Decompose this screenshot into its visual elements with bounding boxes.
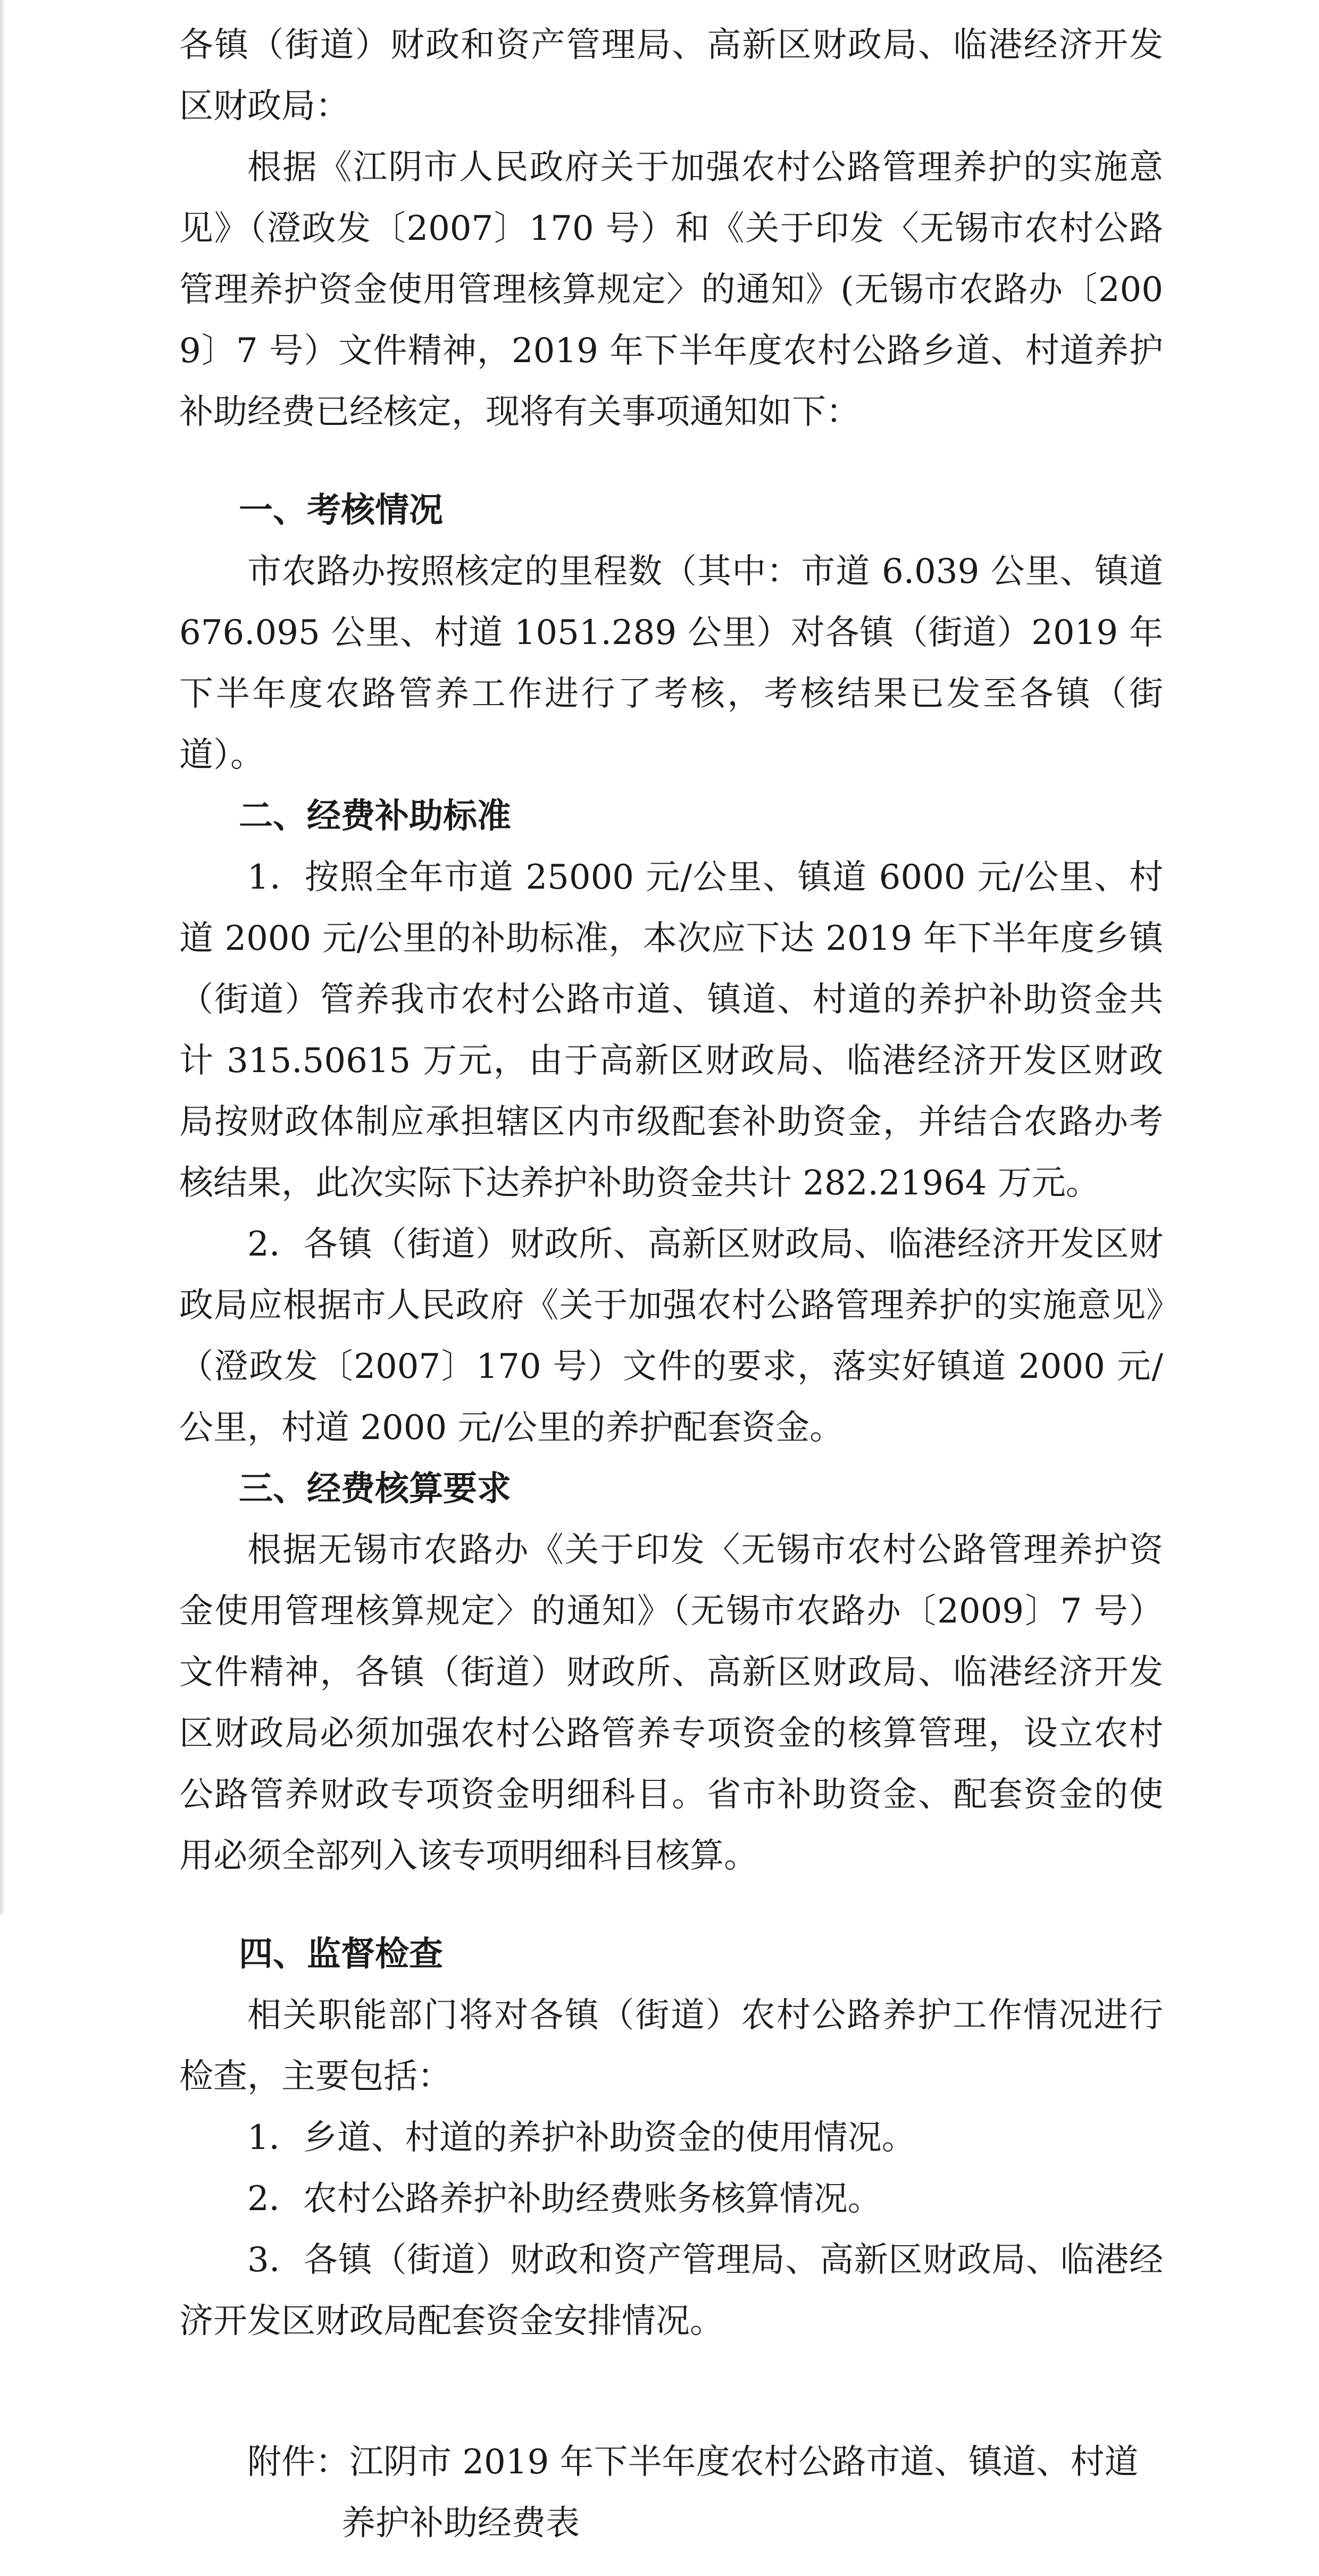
- addressee-line: 各镇（街道）财政和资产管理局、高新区财政局、临港经济开发区财政局：: [179, 26, 1163, 126]
- section-paragraph: 市农路办按照核定的里程数（其中：市道 6.039 公里、镇道 676.095 公里、村道 1051.289 公里）对各镇（街道）2019 年下半年度农路管养工作进行了考核，考核结果已发至各镇（街道）。: [179, 552, 1163, 775]
- section-paragraph: 相关职能部门将对各镇（街道）农村公路养护工作情况进行检查，主要包括：: [179, 1996, 1163, 2096]
- document-body: [179, 15, 1163, 2554]
- section-paragraph: 2．各镇（街道）财政所、高新区财政局、临港经济开发区财政局应根据市人民政府《关于加强农村公路管理养护的实施意见》（澄政发〔2007〕170 号）文件的要求，落实好镇道 2000 元/公里，村道 2000 元/公里的养护配套资金。: [179, 1225, 1163, 1448]
- intro-paragraph: 根据《江阴市人民政府关于加强农村公路管理养护的实施意见》（澄政发〔2007〕170 号）和《关于印发〈无锡市农村公路管理养护资金使用管理核算规定〉的通知》(无锡市农路办〔2009〕7 号）文件精神，2019 年下半年度农村公路乡道、村道养护补助经费已经核定，现将有关事项通知如下：: [179, 148, 1163, 432]
- scan-edge-shadow: [0, 0, 5, 1914]
- list-item: 3．各镇（街道）财政和资产管理局、高新区财政局、临港经济开发区财政局配套资金安排情况。: [179, 2240, 1163, 2341]
- section-heading-assessment: 一、考核情况: [239, 491, 443, 530]
- section-paragraph: 1．按照全年市道 25000 元/公里、镇道 6000 元/公里、村道 2000 元/公里的补助标准，本次应下达 2019 年下半年度乡镇（街道）管养我市农村公路市道、镇道、村道的养护补助资金共计 315.50615 万元，由于高新区财政局、临港经济开发区财政局按财政体制应承担辖区内市级配套补助资金，并结合农路办考核结果，此次实际下达养护补助资金共计 282.21964 万元。: [179, 858, 1163, 1203]
- attachment-line-continued: 养护补助经费表: [341, 2504, 580, 2543]
- list-item: 1．乡道、村道的养护补助资金的使用情况。: [247, 2118, 916, 2157]
- section-heading-supervision: 四、监督检查: [239, 1935, 443, 1974]
- attachment-line: 附件：江阴市 2019 年下半年度农村公路市道、镇道、村道: [247, 2443, 1139, 2482]
- section-heading-accounting-requirements: 三、经费核算要求: [239, 1469, 511, 1509]
- spacer: [179, 443, 1163, 480]
- spacer: [179, 2352, 1163, 2432]
- list-item: 2．农村公路养护补助经费账务核算情况。: [247, 2179, 882, 2219]
- section-heading-subsidy-standard: 二、经费补助标准: [239, 797, 511, 836]
- section-paragraph: 根据无锡市农路办《关于印发〈无锡市农村公路管理养护资金使用管理核算规定〉的通知》（无锡市农路办〔2009〕7 号）文件精神，各镇（街道）财政所、高新区财政局、临港经济开发区财政局必须加强农村公路管养专项资金的核算管理，设立农村公路管养财政专项资金明细科目。省市补助资金、配套资金的使用必须全部列入该专项明细科目核算。: [179, 1530, 1163, 1876]
- spacer: [179, 1887, 1163, 1924]
